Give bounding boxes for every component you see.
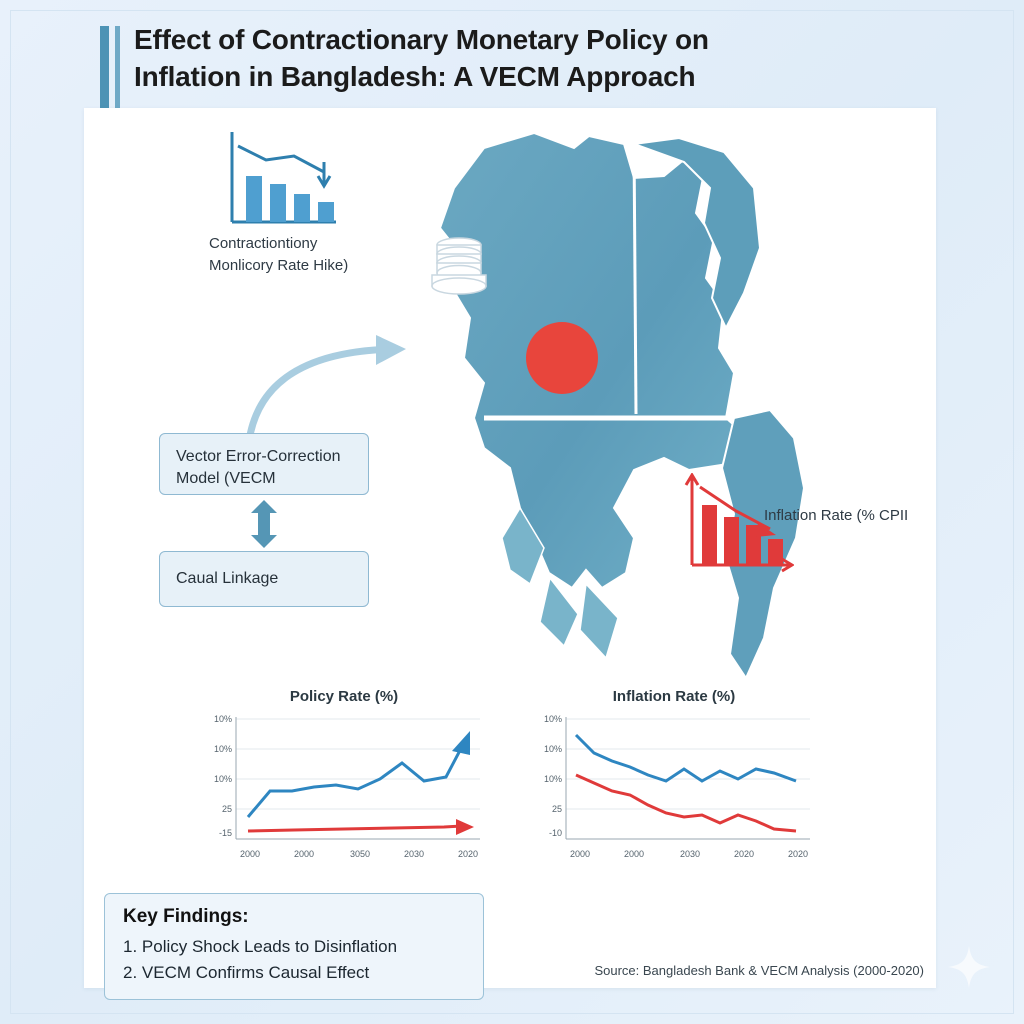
coins-stack-icon bbox=[424, 233, 494, 303]
sparkle-icon bbox=[946, 944, 992, 990]
policy-baseline-line bbox=[248, 826, 462, 831]
policy-rate-line bbox=[248, 739, 466, 817]
policy-rate-caption: Contractiontiony Monlicory Rate Hike) bbox=[209, 235, 349, 274]
policy-ytick-4: -15 bbox=[218, 828, 232, 838]
causal-linkage-box[interactable]: Caual Linkage bbox=[159, 551, 369, 607]
inflation-ytick-3: 25 bbox=[551, 804, 562, 814]
flag-circle-marker bbox=[526, 322, 598, 394]
policy-rate-chart bbox=[194, 688, 494, 888]
title-block bbox=[100, 22, 774, 110]
inflation-xtick-0: 2000 bbox=[569, 849, 591, 859]
accent-bar-thick bbox=[100, 26, 109, 110]
vecm-box[interactable]: Vector Error-Correction Model (VECM bbox=[159, 433, 369, 495]
inflation-ytick-4: -10 bbox=[548, 828, 562, 838]
policy-ytick-3: 25 bbox=[221, 804, 232, 814]
inflation-xtick-4: 2020 bbox=[787, 849, 809, 859]
map-divider-vertical bbox=[634, 144, 636, 414]
key-findings-heading: Key Findings: bbox=[123, 906, 249, 927]
title-accent-bars bbox=[100, 22, 120, 110]
inflation-rate-caption: Inflation Rate (% CPII bbox=[764, 507, 909, 524]
policy-line-arrowhead bbox=[452, 731, 470, 755]
policy-xtick-3: 2030 bbox=[403, 849, 425, 859]
key-finding-item-2: 2. VECM Confirms Causal Effect bbox=[123, 962, 370, 982]
page-title: Effect of Contractionary Monetary Policy on Inflation in Bangladesh: A VECM Approach bbox=[134, 24, 709, 92]
inflation-ytick-1: 10% bbox=[543, 744, 562, 754]
inflation-rate-chart-title: Inflation Rate (%) bbox=[612, 688, 736, 705]
inflation-blue-line bbox=[576, 735, 796, 781]
policy-xtick-1: 2000 bbox=[293, 849, 315, 859]
key-findings-panel bbox=[104, 893, 484, 1000]
accent-bar-thin bbox=[115, 26, 120, 110]
key-findings-list bbox=[123, 934, 465, 985]
policy-ytick-1: 10% bbox=[213, 744, 232, 754]
map-shape-delta-3 bbox=[580, 584, 618, 658]
policy-rate-icon bbox=[224, 126, 344, 236]
inflation-xtick-1: 2000 bbox=[623, 849, 645, 859]
double-headed-arrow-icon bbox=[246, 500, 282, 548]
inflation-ytick-0: 10% bbox=[543, 714, 562, 724]
key-finding-item-1: 1. Policy Shock Leads to Disinflation bbox=[123, 937, 398, 956]
inflation-red-line bbox=[576, 775, 796, 831]
content-card bbox=[84, 108, 936, 988]
policy-ytick-2: 10% bbox=[213, 774, 232, 784]
inflation-rate-chart bbox=[524, 688, 824, 888]
policy-xtick-4: 2020 bbox=[457, 849, 479, 859]
inflation-xtick-3: 2020 bbox=[733, 849, 755, 859]
policy-xtick-0: 2000 bbox=[239, 849, 261, 859]
inflation-xtick-2: 2030 bbox=[679, 849, 701, 859]
inflation-ytick-2: 10% bbox=[543, 774, 562, 784]
policy-baseline-arrowhead bbox=[456, 819, 474, 835]
policy-ytick-0: 10% bbox=[213, 714, 232, 724]
source-note: Source: Bangladesh Bank & VECM Analysis (2000-2020) bbox=[594, 963, 924, 978]
policy-xtick-2: 3050 bbox=[349, 849, 371, 859]
policy-rate-chart-title: Policy Rate (%) bbox=[289, 688, 399, 705]
